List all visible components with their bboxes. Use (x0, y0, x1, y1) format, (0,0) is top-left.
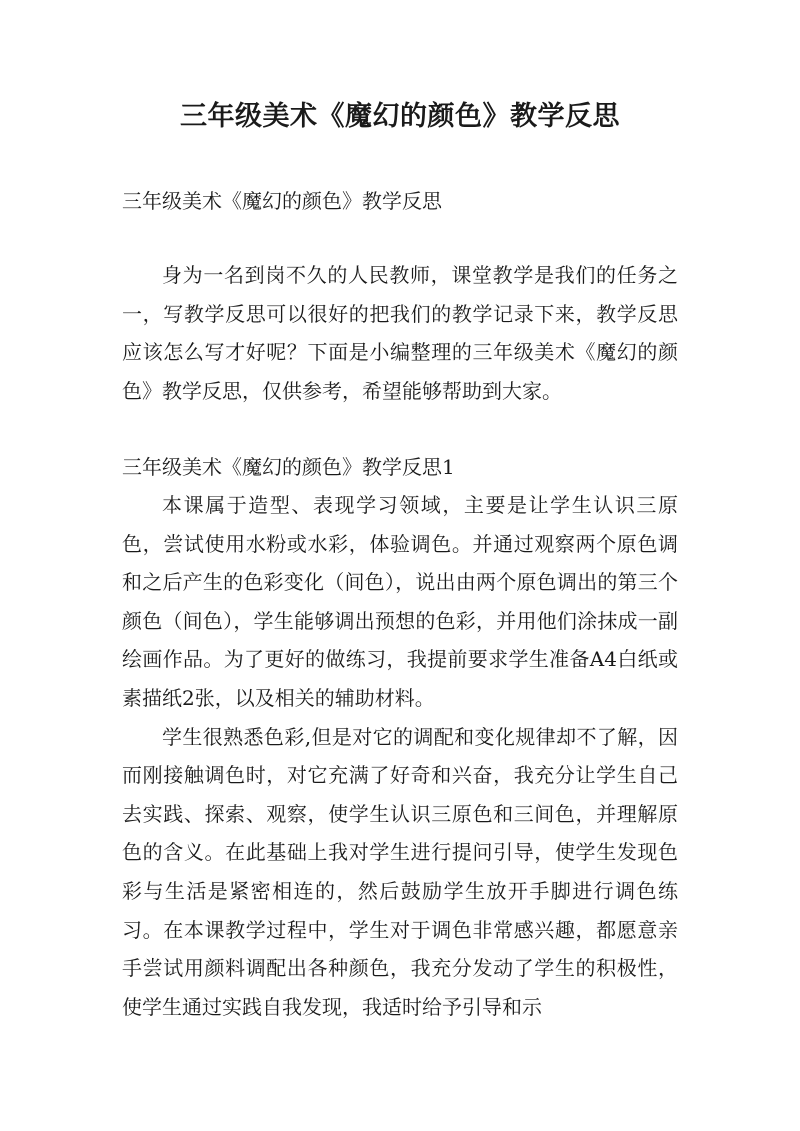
intro-paragraph: 身为一名到岗不久的人民教师，课堂教学是我们的任务之一，写教学反思可以很好的把我们的教学记录下来，教学反思应该怎么写才好呢？下面是小编整理的三年级美术《魔幻的颜色》教学反思，仅供参考，希望能够帮助到大家。 (122, 263, 678, 403)
body-paragraph: 学生很熟悉色彩,但是对它的调配和变化规律却不了解，因而刚接触调色时，对它充满了好奇和兴奋，我充分让学生自己去实践、探索、观察，使学生认识三原色和三间色，并理解原色的含义。在此基础上我对学生进行提问引导，使学生发现色彩与生活是紧密相连的，然后鼓励学生放开手脚进行调色练习。在本课教学过程中，学生对于调色非常感兴趣，都愿意亲手尝试用颜料调配出各种颜色，我充分发动了学生的积极性，使学生通过实践自我发现，我适时给予引导和示 (122, 724, 678, 1019)
section-heading-1: 三年级美术《魔幻的颜色》教学反思1 (122, 455, 455, 479)
document-subtitle: 三年级美术《魔幻的颜色》教学反思 (122, 189, 442, 213)
body-paragraph: 本课属于造型、表现学习领域，主要是让学生认识三原色，尝试使用水粉或水彩，体验调色。并通过观察两个原色调和之后产生的色彩变化（间色），说出由两个原色调出的第三个颜色（间色），学生能够调出预想的色彩，并用他们涂抹成一副绘画作品。为了更好的做练习，我提前要求学生准备A4白纸或素描纸2张，以及相关的辅助材料。 (122, 493, 678, 710)
section-body-1 (122, 486, 678, 1026)
document-title: 三年级美术《魔幻的颜色》教学反思 (180, 101, 620, 132)
